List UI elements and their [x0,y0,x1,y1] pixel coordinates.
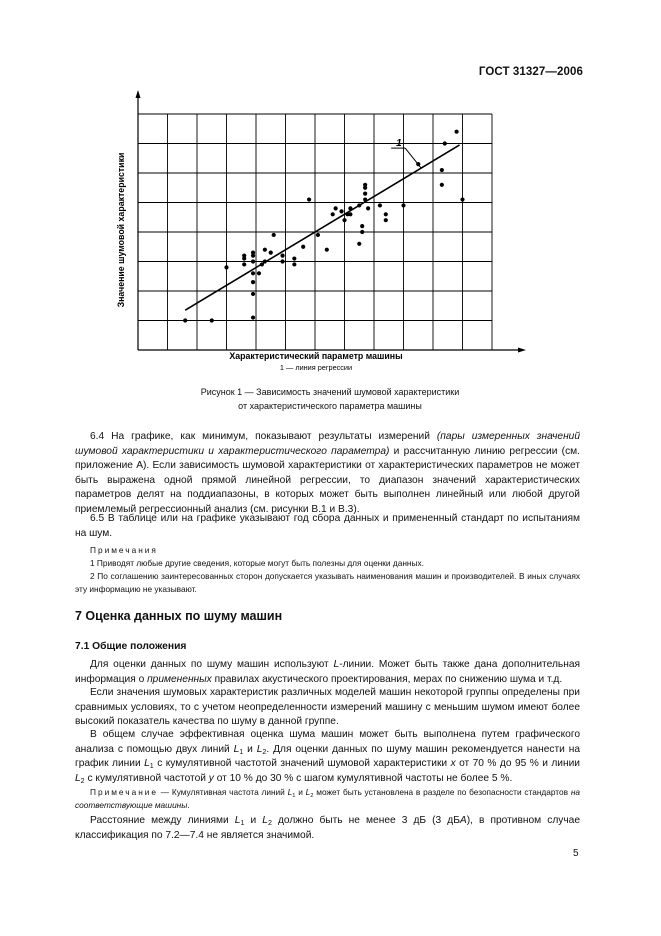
data-point [401,203,405,207]
data-point [360,224,364,228]
data-point [269,251,273,255]
data-point [280,254,284,258]
paragraph-7-1-c: В общем случае эффективная оценка шума машин может быть выполнена путем графического анализа с помощью двух линий $L_1$ и $L_2$. Для оценки данных по шуму машин рекомендуется нанести на график линии $L_1$ с кумулятивной частотой значений шумовой характеристики x от 70 % до 95 % и линии $L_2$ с кумулятивной частотой y от 10 % до 30 % с шагом кумулятивной частоты не более 5 %. [75,729,581,785]
notes-title: Примечания [90,545,158,555]
note-1: 1 Приводят любые другие сведения, которые могут быть полезны для оценки данных. [90,558,424,568]
data-point [307,197,311,201]
data-point [331,212,335,216]
data-point [384,212,388,216]
regression-leader-line [405,148,421,168]
data-point [224,265,228,269]
data-point [378,203,382,207]
y-axis-label: Значение шумовой характеристики [116,152,126,308]
data-point [339,209,343,213]
data-point [251,315,255,319]
page-number: 5 [573,848,579,859]
data-point [455,130,459,134]
chart-axes [136,90,527,353]
data-point [366,206,370,210]
data-point [251,251,255,255]
data-point [384,218,388,222]
data-point [251,271,255,275]
x-axis-arrow-icon [518,348,526,353]
data-point [251,292,255,296]
data-point [292,262,296,266]
data-point [263,259,267,263]
data-point [251,280,255,284]
note-cumulative-frequency: Примечание — Кумулятивная частота линий $L_1$ и $L_2$ может быть установлена в разделе по безопасности стандартов на соответствующие машины. [75,787,580,810]
data-point [242,254,246,258]
data-point [334,206,338,210]
paragraph-6-4: 6.4 На графике, как минимум, показывают результаты измерений (пары измеренных значений шумовой характеристики и характеристического параметра) и рассчитанную линию регрессии (см. приложение А). Если зависимость шумовой характеристики от характеристических параметров не может быть выражена одной прямой линейной регрессии, то диапазон значений характеристических параметров делят на поддиапазоны, в которых может быть выполнен линейный или любой другой приемлемый регрессионный анализ (см. рисунки В.1 и В.3). [75,431,581,515]
data-point [363,192,367,196]
regression-line-label: 1 [396,138,402,150]
data-point [357,242,361,246]
data-point [257,271,261,275]
data-point [210,318,214,322]
data-point [292,256,296,260]
section-7-title: 7 Оценка данных по шуму машин [75,609,283,623]
paragraph-7-1-a: Для оценки данных по шуму машин используют L-линии. Может быть также дана дополнительная информация о примененных правилах акустического проектирования, мерах по снижению шума и т.д. [75,659,580,685]
data-point [348,212,352,216]
data-point [363,197,367,201]
data-point [251,259,255,263]
legend-text: 1 — линия регрессии [279,363,353,372]
figure-caption-line1: Рисунок 1 — Зависимость значений шумовой характеристики [200,387,460,397]
data-point [348,206,352,210]
data-point [357,203,361,207]
data-point [443,141,447,145]
data-point [325,248,329,252]
document-header: ГОСТ 31327—2006 [478,66,583,78]
data-point [316,233,320,237]
data-point [342,218,346,222]
paragraph-7-1-b: Если значения шумовых характеристик различных моделей машин некоторой группы определены при сравнимых условиях, то с учетом неопределенности измерений машину с меньшим шумом имеют более высокий показатель качества по шуму в данной группе. [75,687,580,728]
section-7-1-title: 7.1 Общие положения [75,641,187,652]
x-axis-label: Характеристический параметр машины [229,351,403,361]
data-point [440,168,444,172]
y-axis-arrow-icon [136,90,141,98]
data-point [263,248,267,252]
data-point [272,233,276,237]
figure-caption-line2: от характеристического параметра машины [238,401,422,411]
note-2: 2 По соглашению заинтересованных сторон допускается указывать наименования машин и производителей. В иных случаях эту информацию не указывают. [75,571,580,594]
data-point [183,318,187,322]
data-point [280,259,284,263]
data-point [460,197,464,201]
data-point [360,230,364,234]
paragraph-6-5: 6.5 В таблице или на графике указывают год сбора данных и примененный стандарт по испытаниям на шум. [75,513,580,539]
data-point [301,245,305,249]
scatter-chart [110,88,530,378]
data-point [242,262,246,266]
paragraph-7-1-d: Расстояние между линиями $L_1$ и $L_2$ должно быть не менее 3 дБ (3 дБA), в противном случае классификация по 7.2—7.4 не является значимой. [75,815,580,841]
data-point [363,183,367,187]
data-point [440,183,444,187]
